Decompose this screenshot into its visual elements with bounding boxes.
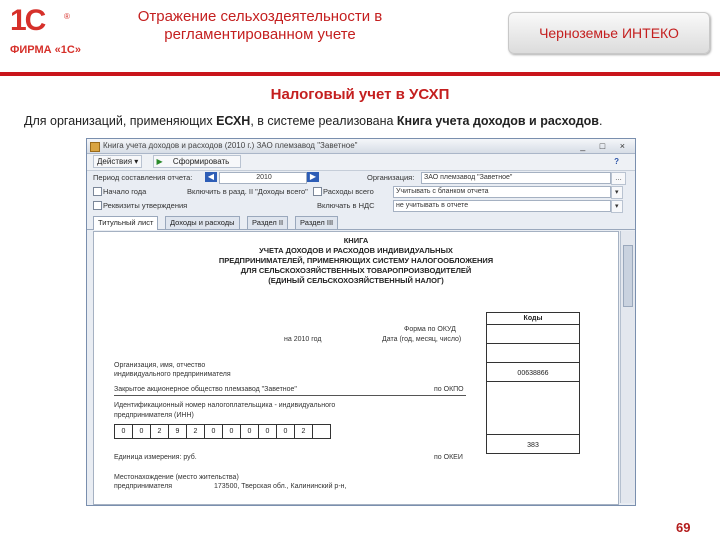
inn-digit: 0	[241, 424, 259, 439]
report-window	[86, 138, 636, 506]
inn-digit: 0	[223, 424, 241, 439]
organization-select-button[interactable]: …	[611, 172, 626, 185]
inn-digit: 2	[295, 424, 313, 439]
tab-title-page[interactable]: Титульный лист	[93, 216, 158, 230]
doc-heading-line: ПРЕДПРИНИМАТЕЛЕЙ, ПРИМЕНЯЮЩИХ СИСТЕМУ НАЛОГООБЛОЖЕНИЯ	[218, 256, 494, 265]
period-label: Период составления отчета:	[93, 173, 193, 182]
expenses-field[interactable]: Учитывать с бланком отчета	[393, 186, 611, 198]
include-label: Включить в разд. II "Доходы всего"	[187, 187, 308, 196]
tab-section-3[interactable]: Раздел III	[295, 216, 338, 229]
logo-firm-name: ФИРМА «1С»	[10, 44, 81, 56]
inn-digit: 9	[169, 424, 187, 439]
org-name-underline	[114, 395, 466, 396]
header-divider	[0, 72, 720, 76]
inn-digit: 0	[133, 424, 151, 439]
reverse-checkbox[interactable]	[93, 201, 102, 210]
inn-digit: 2	[187, 424, 205, 439]
organization-label: Организация:	[367, 173, 415, 182]
document-scrollbar[interactable]	[620, 231, 635, 503]
date-code-cell	[487, 344, 579, 363]
play-icon: ▶	[156, 157, 163, 166]
generate-label: Сформировать	[172, 157, 230, 166]
report-toolbar	[87, 154, 635, 171]
inn-digits	[114, 424, 331, 438]
intro-text	[24, 114, 714, 128]
form-okud-label: Форма по ОКУД	[404, 326, 456, 333]
org-name-label-2: индивидуального предпринимателя	[114, 371, 231, 378]
codes-table	[486, 312, 580, 454]
window-title: Книга учета доходов и расходов (2010 г.) ЗАО племзавод "Заветное"	[103, 141, 358, 150]
doc-heading-line: ДЛЯ СЕЛЬСКОХОЗЯЙСТВЕННЫХ ТОВАРОПРОИЗВОДИТЕЛЕЙ	[240, 266, 472, 275]
inn-digit: 0	[205, 424, 223, 439]
report-document	[93, 231, 619, 505]
tab-section-2[interactable]: Раздел II	[247, 216, 288, 229]
reverse-label: Реквизиты утверждения	[103, 201, 188, 210]
inn-digit: 0	[114, 424, 133, 439]
expenses-dropdown-button[interactable]: ▾	[611, 186, 623, 199]
doc-heading-line: КНИГА	[343, 236, 369, 245]
logo-mark: 1С	[10, 4, 45, 37]
address-value: 173500, Тверская обл., Калининский р-н,	[214, 483, 347, 490]
period-prev-icon[interactable]: ◀	[205, 172, 217, 182]
scrollbar-thumb[interactable]	[623, 245, 633, 307]
page-number: 69	[676, 520, 691, 535]
period-row	[87, 171, 635, 185]
inn-digit: 0	[259, 424, 277, 439]
unit-label: Единица измерения: руб.	[114, 454, 197, 461]
inn-digit: 2	[151, 424, 169, 439]
organization-field[interactable]: ЗАО племзавод "Заветное"	[421, 172, 611, 184]
intro-esxn: ЕСХН	[216, 114, 251, 128]
address-label: Местонахождение (место жительства)	[114, 474, 239, 481]
start-year-checkbox[interactable]	[93, 187, 102, 196]
actions-menu-button[interactable]: Действия ▾	[93, 155, 142, 168]
window-icon	[90, 142, 100, 152]
year-label: на 2010 год	[284, 336, 322, 343]
inn-digit	[313, 424, 331, 439]
slide-title: Налоговый учет в УСХП	[270, 86, 450, 103]
okei-label: по ОКЕИ	[434, 454, 463, 461]
date-label: Дата (год, месяц, число)	[382, 336, 462, 343]
inn-digit: 0	[277, 424, 295, 439]
tab-income-expenses[interactable]: Доходы и расходы	[165, 216, 240, 229]
vat-label: Включать в НДС	[317, 201, 375, 210]
org-name-label: Организация, имя, отчество	[114, 362, 206, 369]
intro-prefix: Для организаций, применяющих	[24, 114, 213, 128]
doc-heading-line: УЧЕТА ДОХОДОВ И РАСХОДОВ ИНДИВИДУАЛЬНЫХ	[259, 246, 453, 255]
inn-code-cell	[487, 382, 579, 435]
period-next-icon[interactable]: ▶	[307, 172, 319, 182]
slide-header-title: Отражение сельхоздеятельности в регламентированном учете	[137, 8, 383, 43]
okei-code-cell: 383	[527, 442, 539, 449]
help-icon[interactable]: ?	[614, 157, 619, 166]
window-titlebar[interactable]	[87, 139, 635, 154]
report-tabs	[87, 215, 635, 230]
vat-dropdown-button[interactable]: ▾	[611, 200, 623, 213]
okud-code-cell	[487, 325, 579, 344]
intro-book: Книга учета доходов и расходов	[396, 114, 599, 128]
generate-button[interactable]	[153, 155, 242, 168]
expenses-checkbox[interactable]	[313, 187, 322, 196]
org-name-value: Закрытое акционерное общество племзавод "Заветное"	[114, 386, 297, 393]
intro-suffix: .	[598, 114, 603, 128]
codes-header: Коды	[487, 313, 579, 325]
expenses-label: Расходы всего	[323, 187, 374, 196]
registered-icon: ®	[64, 12, 70, 21]
doc-heading-line: (ЕДИНЫЙ СЕЛЬСКОХОЗЯЙСТВЕННЫЙ НАЛОГ)	[268, 276, 444, 285]
company-logo	[6, 4, 81, 62]
window-controls[interactable]: _ □ ×	[580, 141, 631, 151]
company-badge	[508, 12, 710, 54]
intro-middle: , в системе реализована	[250, 114, 394, 128]
start-year-label: Начало года	[103, 187, 147, 196]
inn-label-2: предпринимателя (ИНН)	[114, 412, 194, 419]
okpo-code-cell: 00638866	[487, 363, 579, 382]
company-name: Черноземье ИНТЕКО	[539, 25, 679, 41]
vat-field[interactable]: не учитывать в отчете	[393, 200, 611, 212]
address-label-2: предпринимателя	[114, 483, 173, 490]
options-row	[87, 185, 635, 199]
inn-label: Идентификационный номер налогоплательщика - индивидуального	[114, 402, 336, 409]
vat-row	[87, 199, 635, 213]
okpo-label: по ОКПО	[434, 386, 464, 393]
period-field[interactable]: 2010	[219, 172, 307, 184]
